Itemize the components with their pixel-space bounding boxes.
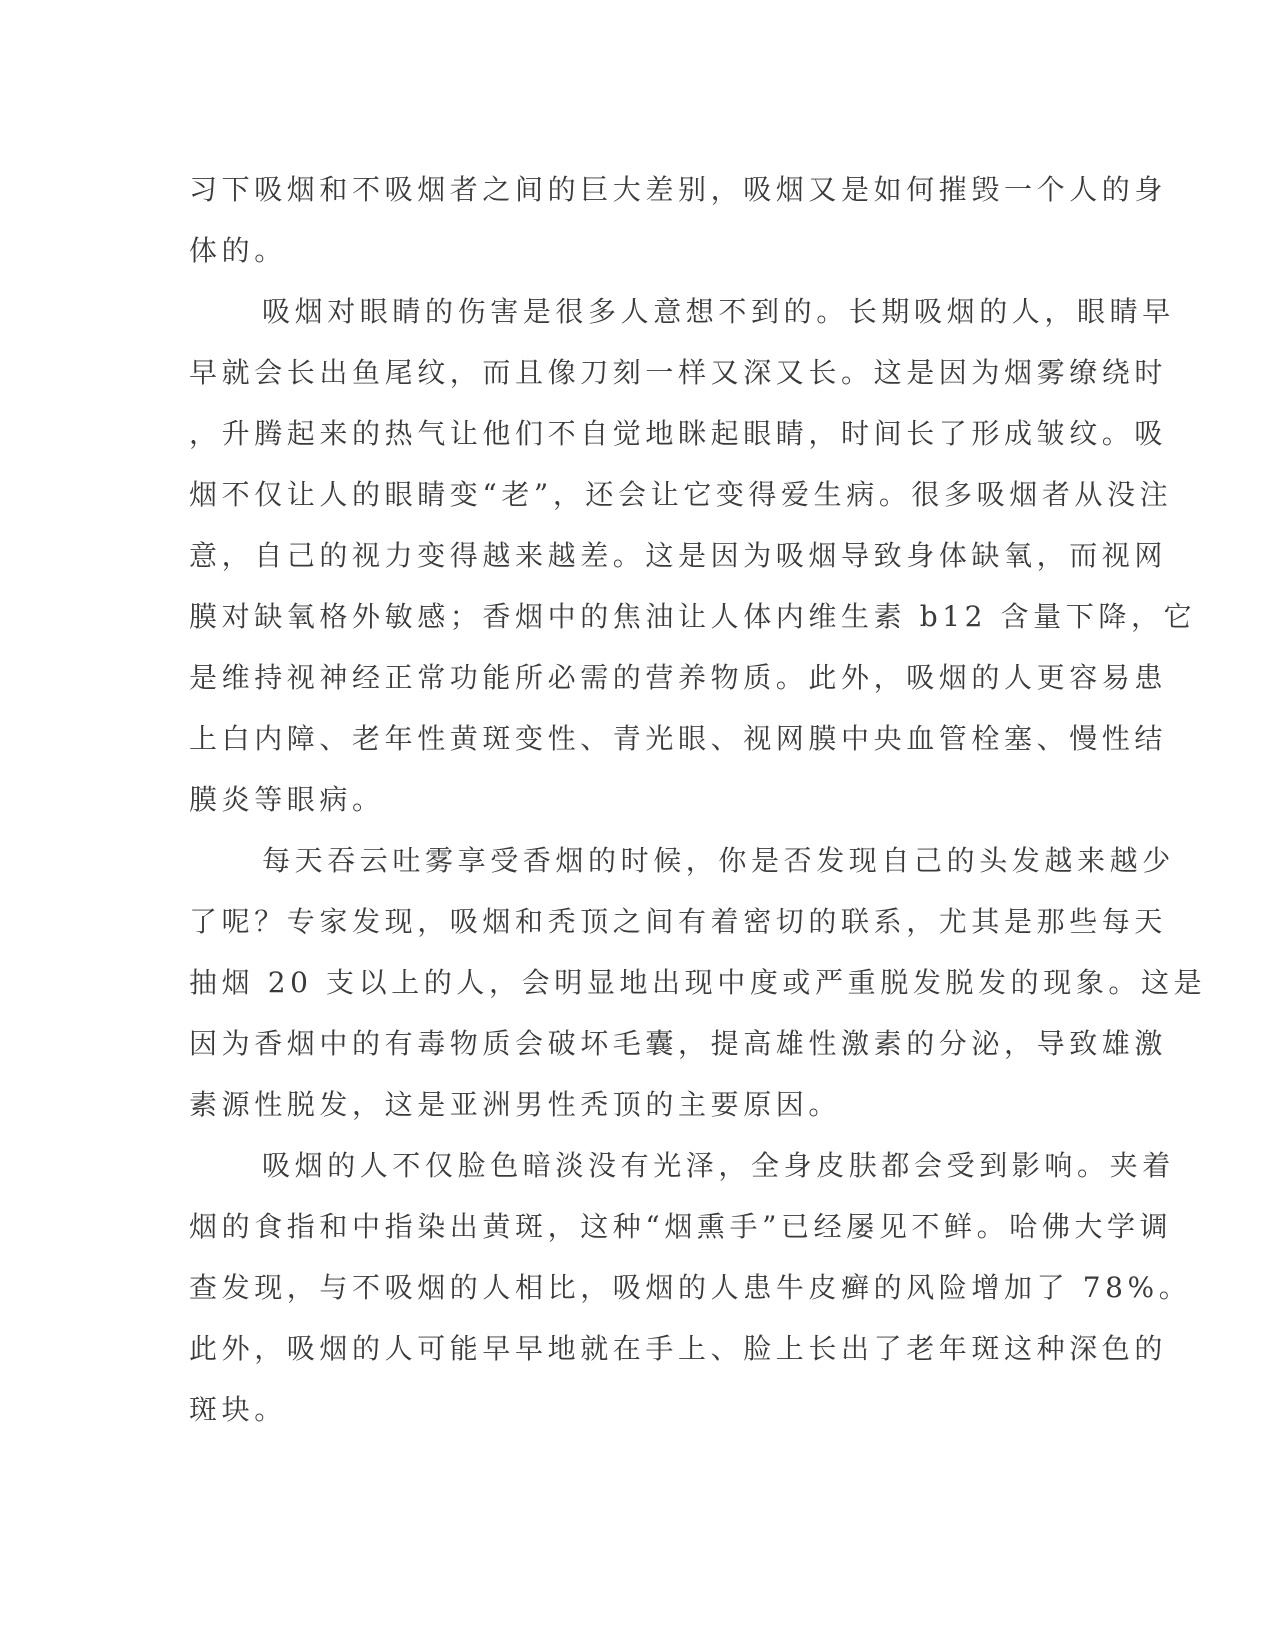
text-line: 此外，吸烟的人可能早早地就在手上、脸上长出了老年斑这种深色的 — [189, 1332, 1168, 1365]
text-line: 上白内障、老年性黄斑变性、青光眼、视网膜中央血管栓塞、慢性结 — [189, 722, 1168, 755]
text-line: 因为香烟中的有毒物质会破坏毛囊，提高雄性激素的分泌，导致雄激 — [189, 1027, 1168, 1060]
text-line: 膜炎等眼病。 — [189, 783, 385, 816]
text-line: 是维持视神经正常功能所必需的营养物质。此外，吸烟的人更容易患 — [189, 661, 1168, 694]
text-line: ，升腾起来的热气让他们不自觉地眯起眼睛，时间长了形成皱纹。吸 — [189, 417, 1168, 450]
text-line: 斑块。 — [189, 1393, 287, 1426]
text-line: 习下吸烟和不吸烟者之间的巨大差别，吸烟又是如何摧毁一个人的身 — [189, 173, 1168, 206]
text-line: 每天吞云吐雾享受香烟的时候，你是否发现自己的头发越来越少 — [262, 844, 1175, 877]
text-line: 了呢？专家发现，吸烟和秃顶之间有着密切的联系，尤其是那些每天 — [189, 905, 1168, 938]
text-line: 体的。 — [189, 234, 287, 267]
text-line: 抽烟 20 支以上的人，会明显地出现中度或严重脱发脱发的现象。这是 — [189, 966, 1207, 999]
text-line: 素源性脱发，这是亚洲男性秃顶的主要原因。 — [189, 1088, 842, 1121]
text-line: 早就会长出鱼尾纹，而且像刀刻一样又深又长。这是因为烟雾缭绕时 — [189, 356, 1168, 389]
text-line: 意，自己的视力变得越来越差。这是因为吸烟导致身体缺氧，而视网 — [189, 539, 1168, 572]
text-line: 查发现，与不吸烟的人相比，吸烟的人患牛皮癣的风险增加了 78%。 — [189, 1271, 1192, 1304]
text-line: 膜对缺氧格外敏感；香烟中的焦油让人体内维生素 b12 含量下降，它 — [189, 600, 1197, 633]
text-line: 烟不仅让人的眼睛变“老”，还会让它变得爱生病。很多吸烟者从没注 — [189, 478, 1173, 511]
body-text — [189, 159, 1207, 1440]
text-line: 吸烟对眼睛的伤害是很多人意想不到的。长期吸烟的人，眼睛早 — [262, 295, 1175, 328]
text-line: 烟的食指和中指染出黄斑，这种“烟熏手”已经屡见不鲜。哈佛大学调 — [189, 1210, 1173, 1243]
text-line: 吸烟的人不仅脸色暗淡没有光泽，全身皮肤都会受到影响。夹着 — [262, 1149, 1175, 1182]
